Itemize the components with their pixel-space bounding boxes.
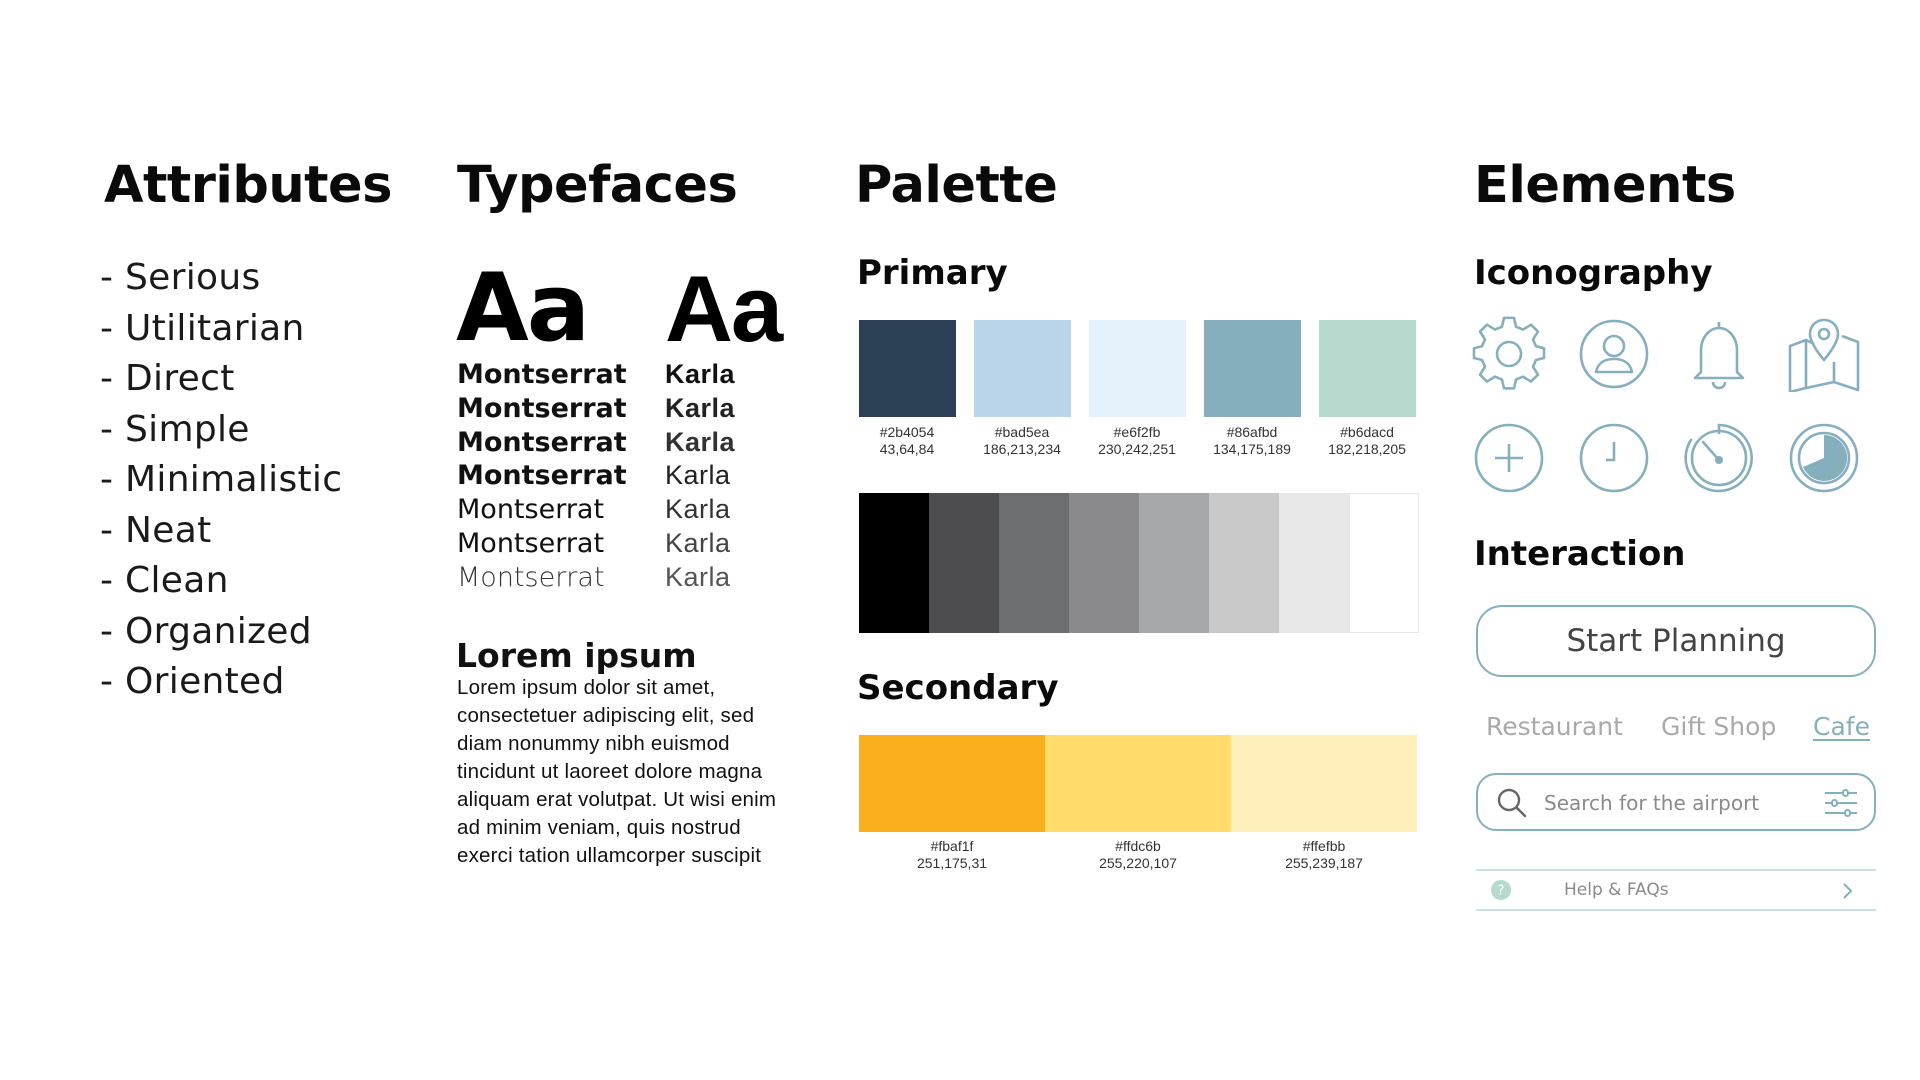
karla-sample: Aa	[665, 256, 782, 361]
list-item: Montserrat	[457, 359, 627, 390]
swatch-label	[1192, 424, 1312, 458]
gray-swatch	[929, 493, 999, 633]
swatch-rgb: 134,175,189	[1213, 441, 1291, 457]
list-item: - Direct	[100, 358, 235, 399]
gear-icon[interactable]	[1471, 316, 1547, 392]
start-planning-button[interactable]: Start Planning	[1476, 605, 1876, 677]
list-item: Karla	[665, 494, 731, 525]
swatch-hex: #ffefbb	[1302, 838, 1346, 854]
interaction-title: Interaction	[1474, 534, 1686, 574]
swatch-rgb: 255,220,107	[1099, 855, 1177, 871]
primary-swatch	[1319, 320, 1416, 417]
timer-icon[interactable]	[1681, 420, 1757, 496]
swatch-rgb: 255,239,187	[1285, 855, 1363, 871]
search-input[interactable]	[1476, 773, 1876, 831]
swatch-label	[962, 424, 1082, 458]
swatch-hex: #86afbd	[1226, 424, 1278, 440]
montserrat-weights	[457, 358, 627, 595]
primary-swatch	[1089, 320, 1186, 417]
pie-icon[interactable]	[1786, 420, 1862, 496]
primary-swatch	[859, 320, 956, 417]
primary-swatch	[1204, 320, 1301, 417]
secondary-swatch	[1231, 735, 1417, 832]
filter-icon[interactable]	[1824, 788, 1858, 818]
search-icon	[1496, 787, 1528, 819]
list-item: Montserrat	[457, 460, 627, 492]
swatch-hex: #b6dacd	[1340, 424, 1394, 440]
help-icon	[1490, 879, 1512, 901]
plus-icon[interactable]	[1471, 420, 1547, 496]
list-item: Montserrat	[457, 392, 627, 424]
attributes-title: Attributes	[104, 156, 393, 215]
elements-title: Elements	[1474, 156, 1736, 215]
gray-swatch	[1139, 493, 1209, 633]
list-item: - Serious	[100, 257, 261, 298]
list-item: Montserrat	[457, 561, 605, 593]
list-item: Karla	[665, 561, 731, 592]
list-item: Montserrat	[457, 426, 627, 458]
lorem-paragraph: Lorem ipsum dolor sit amet, consectetuer adipiscing elit, sed diam nonummy nibh euismod tincidunt ut laoreet dolore magna aliquam erat volutpat. Ut wisi enim ad minim veniam, quis nostrud exerci tation ullamcorper suscipit	[457, 676, 777, 867]
swatch-rgb: 182,218,205	[1328, 441, 1406, 457]
swatch-label	[1231, 838, 1417, 872]
gray-swatch	[1209, 493, 1279, 633]
user-icon[interactable]	[1576, 316, 1652, 392]
tab-cafe[interactable]: Cafe	[1813, 712, 1870, 741]
karla-weights	[665, 358, 735, 595]
primary-swatch	[974, 320, 1071, 417]
list-item: - Utilitarian	[100, 307, 305, 349]
swatch-hex: #e6f2fb	[1113, 424, 1161, 440]
list-item: - Organized	[100, 610, 312, 652]
gray-swatch	[1069, 493, 1139, 633]
swatch-label	[1307, 424, 1427, 458]
swatch-hex: #2b4054	[879, 424, 935, 440]
gray-swatch	[859, 493, 929, 633]
secondary-swatch	[859, 735, 1045, 832]
list-item: - Oriented	[100, 661, 285, 702]
search-placeholder: Search for the airport	[1544, 791, 1760, 815]
help-label: Help & FAQs	[1564, 880, 1669, 900]
clock-icon[interactable]	[1576, 420, 1652, 496]
help-faqs-row[interactable]	[1476, 869, 1876, 911]
chevron-right-icon	[1842, 883, 1854, 899]
gray-swatch	[999, 493, 1069, 633]
swatch-rgb: 43,64,84	[879, 441, 935, 457]
map-pin-icon[interactable]	[1786, 316, 1862, 392]
list-item: Karla	[665, 359, 736, 389]
svg-text:?: ?	[1497, 883, 1505, 899]
typefaces-title: Typefaces	[457, 156, 738, 215]
montserrat-sample: Aa	[456, 254, 589, 363]
swatch-label	[847, 424, 967, 458]
list-item: Karla	[665, 426, 736, 457]
secondary-title: Secondary	[857, 668, 1059, 708]
list-item: Karla	[665, 460, 731, 491]
list-item: Montserrat	[457, 494, 605, 526]
swatch-hex: #ffdc6b	[1115, 838, 1161, 854]
lorem-title: Lorem ipsum	[456, 636, 697, 675]
swatch-label	[1045, 838, 1231, 872]
attributes-list	[100, 253, 342, 708]
swatch-rgb: 251,175,31	[916, 855, 988, 871]
gray-swatch	[1279, 493, 1349, 633]
swatch-rgb: 230,242,251	[1098, 441, 1176, 457]
swatch-hex: #fbaf1f	[930, 838, 974, 854]
list-item: Karla	[665, 392, 736, 423]
palette-title: Palette	[855, 156, 1058, 215]
swatch-rgb: 186,213,234	[983, 441, 1061, 457]
swatch-label	[1077, 424, 1197, 458]
gray-swatch	[1349, 493, 1419, 633]
swatch-label	[859, 838, 1045, 872]
swatch-hex: #bad5ea	[994, 424, 1050, 440]
list-item: - Clean	[100, 560, 229, 601]
secondary-swatch	[1045, 735, 1231, 832]
tab-gift-shop[interactable]: Gift Shop	[1661, 712, 1777, 741]
list-item: - Minimalistic	[100, 459, 343, 500]
list-item: Karla	[665, 527, 731, 558]
list-item: - Neat	[100, 509, 212, 551]
list-item: Montserrat	[457, 527, 605, 559]
bell-icon[interactable]	[1681, 316, 1757, 392]
list-item: - Simple	[100, 408, 250, 450]
tab-restaurant[interactable]: Restaurant	[1486, 712, 1623, 741]
primary-title: Primary	[857, 253, 1008, 293]
iconography-title: Iconography	[1474, 253, 1713, 293]
